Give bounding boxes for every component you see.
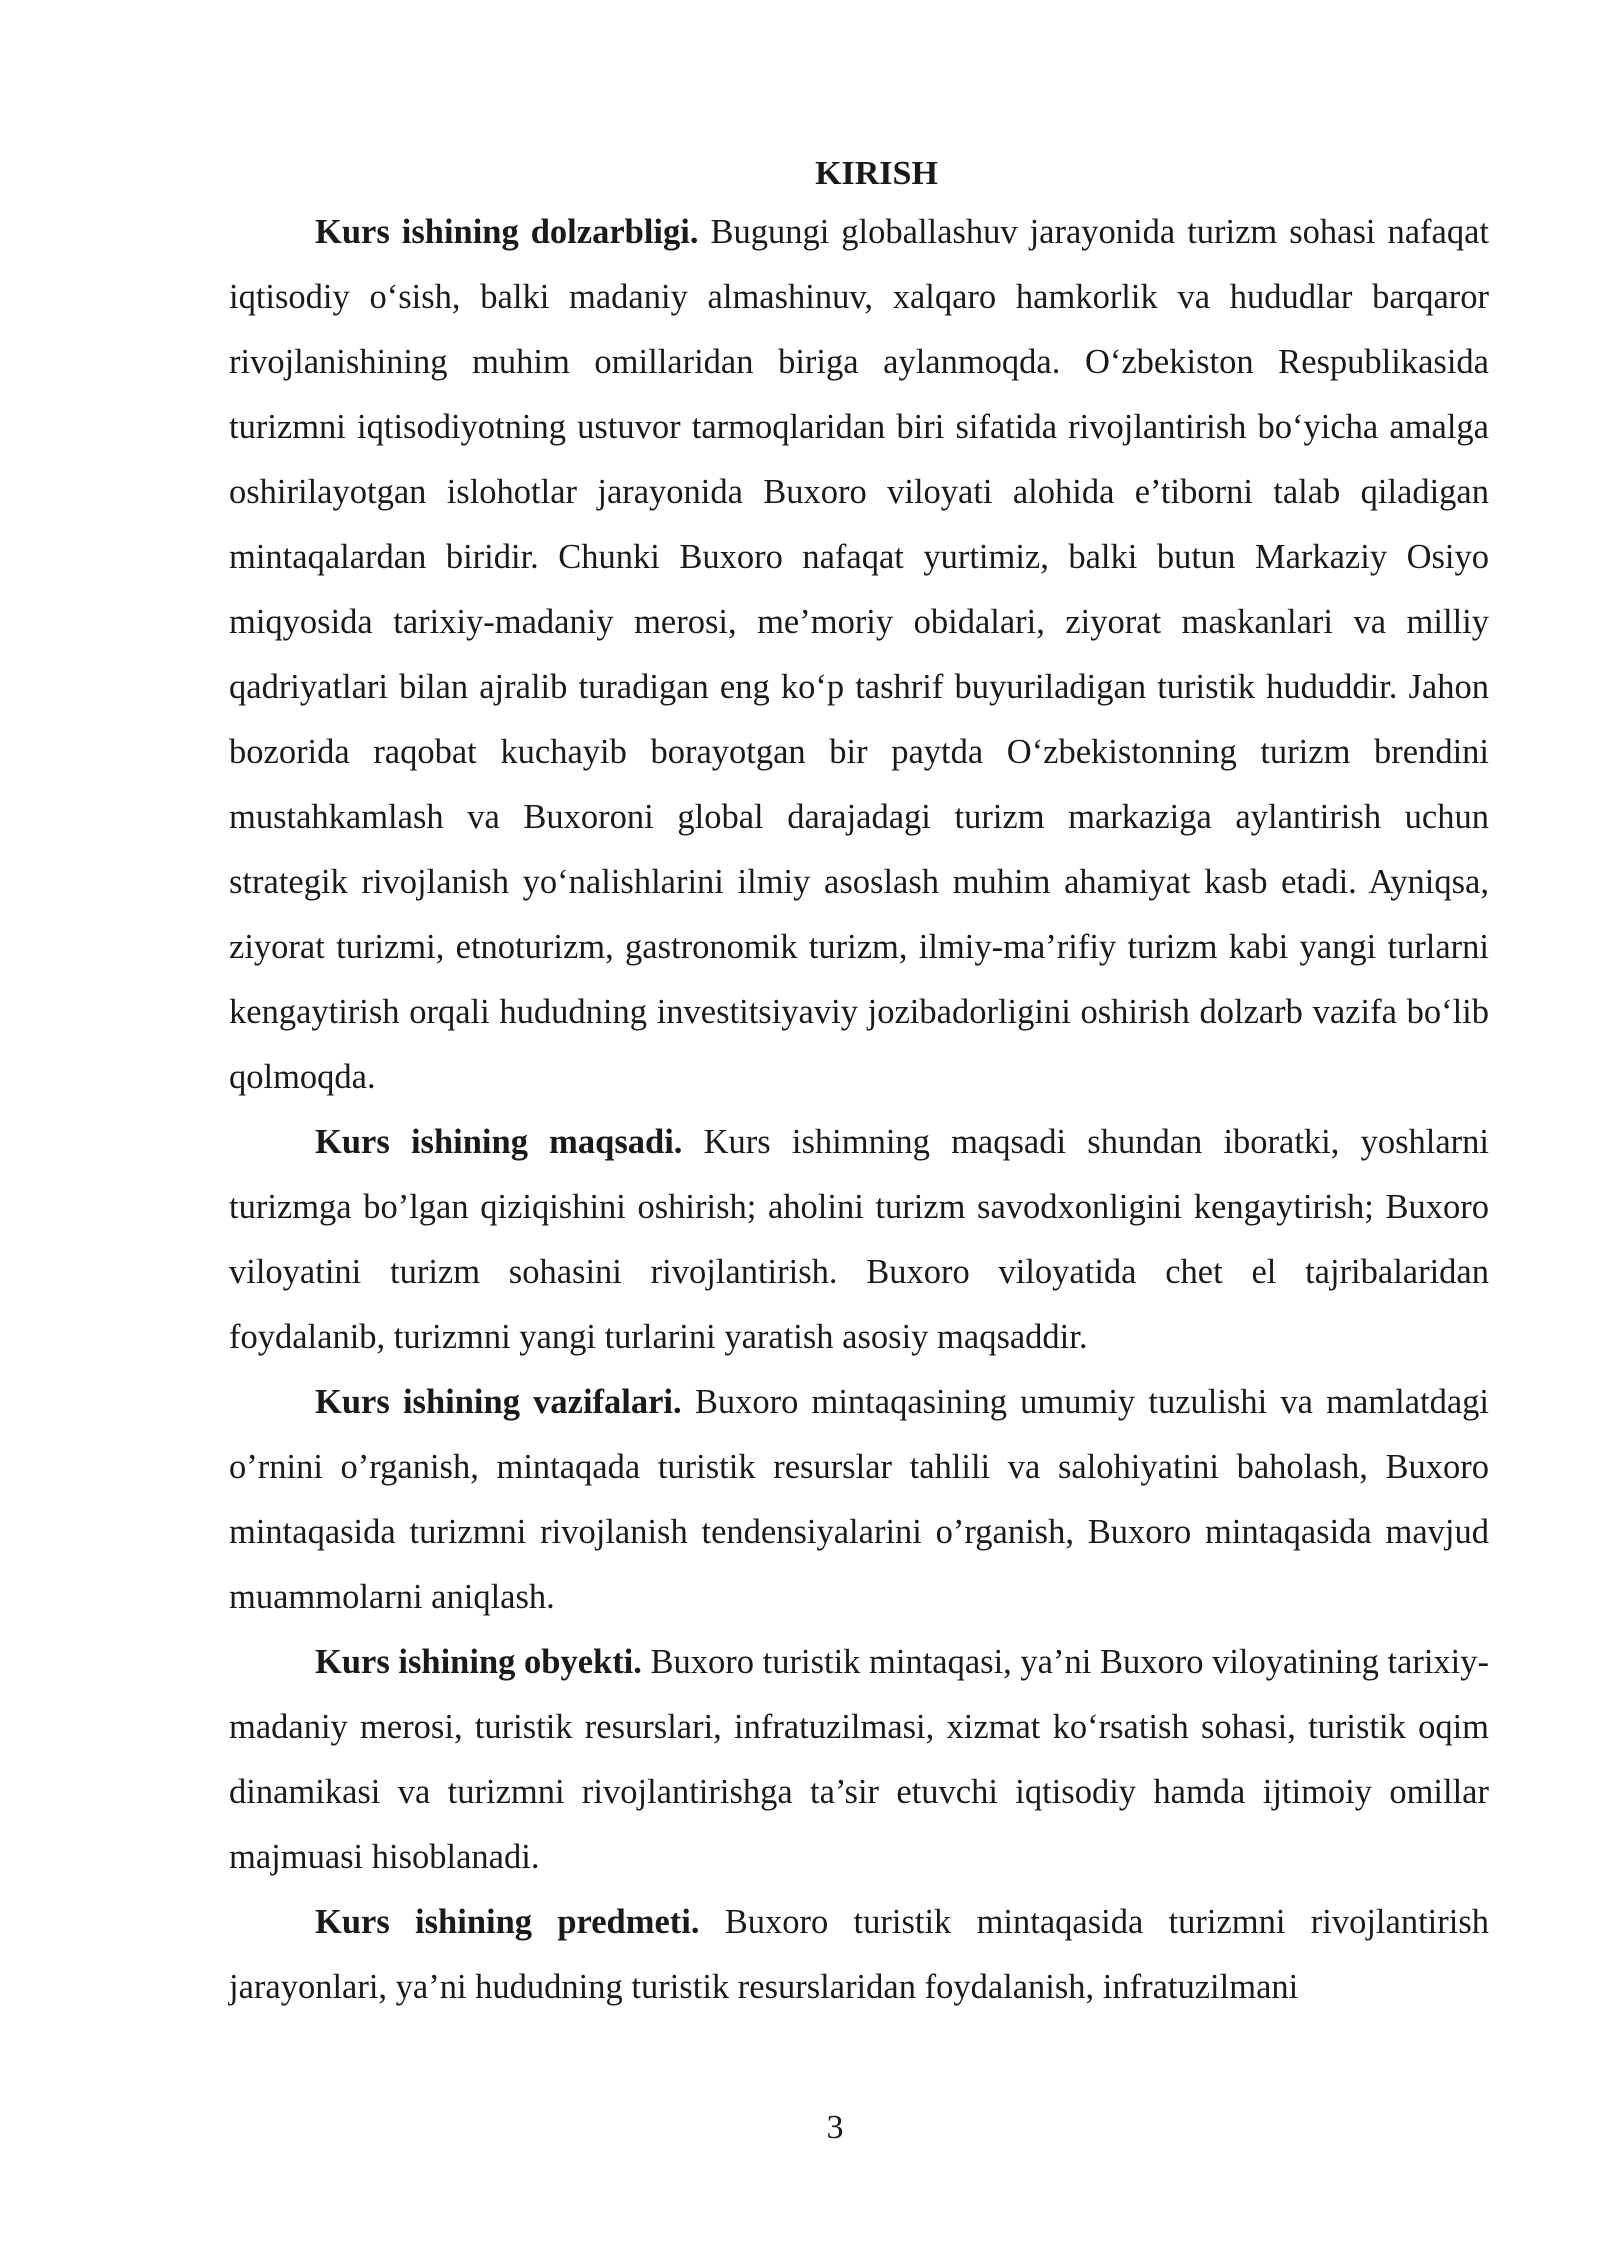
section-heading: KIRISH [815,155,938,192]
paragraph-lead: Kurs ishining predmeti. [315,1903,700,1941]
page-number: 3 [826,2109,844,2146]
paragraph-lead: Kurs ishining maqsadi. [315,1123,683,1161]
paragraph-goal [229,1110,1489,1370]
paragraph-text: Buxoro turistik mintaqasi, ya’ni Buxoro viloyatining tarixiy-madaniy merosi, turistik resurslari, infratuzilmasi, xizmat ko‘rsatish sohasi, turistik oqim dinamikasi va turizmni rivojlantirishga ta’sir etuvchi iqtisodiy hamda ijtimoiy omillar majmuasi hisoblanadi. [229,1643,1489,1876]
paragraph-relevance [229,200,1489,1110]
paragraph-text: Buxoro turistik mintaqasida turizmni rivojlantirish jarayonlari, ya’ni hududning turistik resurslaridan foydalanish, infratuzilmani [229,1903,1489,2006]
paragraph-lead: Kurs ishining dolzarbligi. [315,213,699,251]
paragraph-text: Kurs ishimning maqsadi shundan iboratki, yoshlarni turizmga bo’lgan qiziqishini oshirish; aholini turizm savodxonligini kengaytirish; Buxoro viloyatini turizm sohasini rivojlantirish. Buxoro viloyatida chet el tajribalaridan foydalanib, turizmni yangi turlarini yaratish asosiy maqsaddir. [229,1123,1489,1356]
paragraph-lead: Kurs ishining vazifalari. [315,1383,682,1421]
page-body [229,148,1489,2020]
paragraph-lead: Kurs ishining obyekti. [315,1643,642,1681]
paragraph-text: Buxoro mintaqasining umumiy tuzulishi va mamlatdagi o’rnini o’rganish, mintaqada turistik resurslar tahlili va salohiyatini baholash, Buxoro mintaqasida turizmni rivojlanish tendensiyalarini o’rganish, Buxoro mintaqasida mavjud muammolarni aniqlash. [229,1383,1489,1616]
paragraph-object [229,1630,1489,1890]
paragraph-text: Bugungi globallashuv jarayonida turizm sohasi nafaqat iqtisodiy o‘sish, balki madaniy almashinuv, xalqaro hamkorlik va hududlar barqaror rivojlanishining muhim omillaridan biriga aylanmoqda. O‘zbekiston Respublikasida turizmni iqtisodiyotning ustuvor tarmoqlaridan biri sifatida rivojlantirish bo‘yicha amalga oshirilayotgan islohotlar jarayonida Buxoro viloyati alohida e’tiborni talab qiladigan mintaqalardan biridir. Chunki Buxoro nafaqat yurtimiz, balki butun Markaziy Osiyo miqyosida tarixiy-madaniy merosi, me’moriy obidalari, ziyorat maskanlari va milliy qadriyatlari bilan ajralib turadigan eng ko‘p tashrif buyuriladigan turistik hududdir. Jahon bozorida raqobat kuchayib borayotgan bir paytda O‘zbekistonning turizm brendini mustahkamlash va Buxoroni global darajadagi turizm markaziga aylantirish uchun strategik rivojlanish yo‘nalishlarini ilmiy asoslash muhim ahamiyat kasb etadi. Ayniqsa, ziyorat turizmi, etnoturizm, gastronomik turizm, ilmiy-ma’rifiy turizm kabi yangi turlarni kengaytirish orqali hududning investitsiyaviy jozibadorligini oshirish dolzarb vazifa bo‘lib qolmoqda. [229,213,1489,1096]
paragraph-tasks [229,1370,1489,1630]
paragraph-subject [229,1890,1489,2020]
